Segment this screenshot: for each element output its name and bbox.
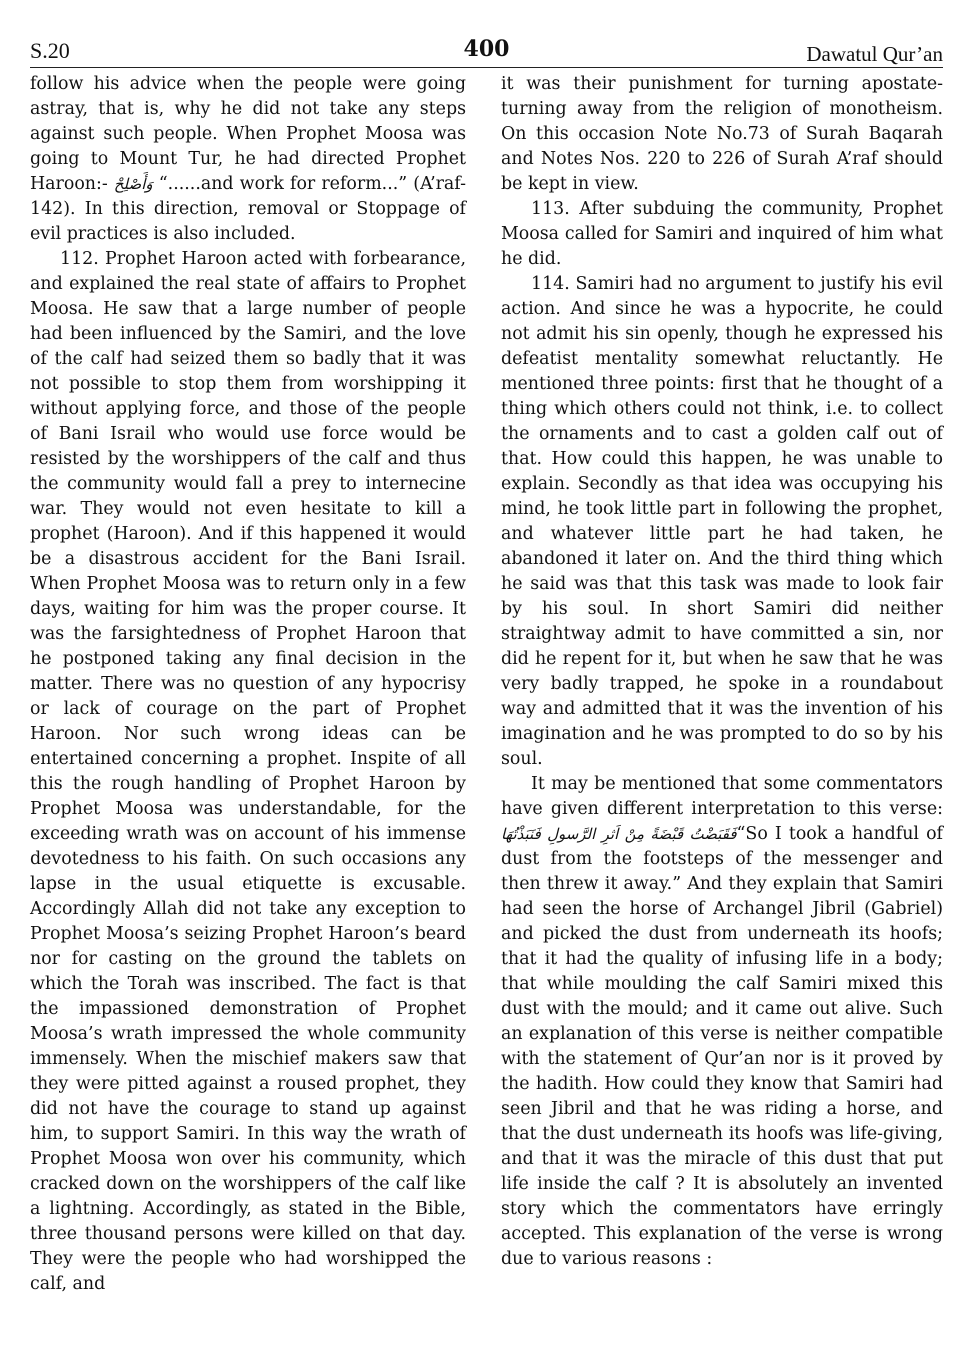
arabic-verse: فَقَبَضْتُ قَبْضَةً مِنْ اَثرِ الرَّسولِ فَنَبَذْتُهَا [501, 825, 737, 843]
note-113: 113. After subduing the community, Prophet Moosa called for Samiri and inquired of him what he did. [501, 199, 943, 269]
note-114: 114. Samiri had no argument to justify his evil action. And since he was a hypocrite, he could not admit his sin openly, though he expressed his defeatist mentality somewhat reluctantly. He mentioned three points: first that he thought of a thing which others could not think, i.e. to collect the ornaments and to cast a golden calf out of that. How could this happen, he was unable to explain. Secondly as that idea was occupying his mind, he took little part in following the prophet, and whatever little part he had taken, he abandoned it later on. And the third thing which he said was that this task was made to look fair by his soul. In short Samiri did neither straightway admit to have committed a sin, nor did he repent for it, but when he saw that he was very badly trapped, he spoke in a roundabout way and admitted that it was the invention of his imagination and he was prompted to do so by his soul. [501, 274, 943, 769]
page-number: 400 [463, 36, 510, 62]
paragraph [30, 72, 466, 247]
surah-label: S.20 [30, 38, 70, 63]
paragraph: it was their punishment for turning apostate-turning away from the religion of monotheism. On this occasion Note No.73 of Surah Baqarah and Notes Nos. 220 to 226 of Surah A’raf should be kept in view. [501, 74, 943, 194]
paragraph-text: follow his advice when the people were going astray, that is, why he did not take any steps against such people. When Prophet Moosa was going to Mount Tur, he had directed Prophet Haroon:- [30, 74, 466, 194]
page-header [30, 38, 943, 68]
note-112: 112. Prophet Haroon acted with forbearance, and explained the real state of affairs to Prophet Moosa. He saw that a large number of people had been influenced by the Samiri, and the love of the calf had seized them so badly that it was not possible to stop them from worshipping it without applying force, and those of the people of Bani Israil who would use force would be resisted by the worshippers of the calf and thus the community would fall a prey to internecine war. They would not even hesitate to kill a prophet (Haroon). And if this happened it would be a disastrous accident for the Bani Israil. When Prophet Moosa was to return only in a few days, waiting for him was the proper course. It was the farsightedness of Prophet Haroon that he postponed taking any final decision in the matter. There was no question of any hypocrisy or lack of courage on the part of Prophet Haroon. Nor such wrong ideas can be entertained concerning a prophet. Inspite of all this the rough handling of Prophet Haroon by Prophet Moosa was understandable, for the exceeding wrath was on account of his immense devotedness to his faith. On such occasions any lapse in the usual etiquette is excusable. Accordingly Allah did not take any exception to Prophet Moosa’s seizing Prophet Haroon’s beard nor for casting on the ground the tablets on which the Torah was inscribed. The fact is that the impassioned demonstration of Prophet Moosa’s wrath impressed the whole community immensely. When the mischief makers saw that they were pitted against a roused prophet, they did not have the courage to stand up against him, to support Samiri. In this way the wrath of Prophet Moosa won over his community, which cracked down on the worshippers of the calf like a lightning. Accordingly, as stated in the Bible, three thousand persons were killed on that day. They were the people who had worshipped the calf, and [30, 249, 466, 1294]
header-divider [30, 67, 943, 68]
right-column [501, 72, 943, 1272]
book-title: Dawatul Qur’an [806, 42, 943, 66]
arabic-verse: وَأَصْلِحْ [113, 175, 153, 193]
paragraph [501, 772, 943, 1272]
paragraph-text: “......and work for reform...” (A’raf- 142). In this direction, removal or Stoppage of evil practices is also included. [30, 174, 466, 244]
paragraph-text: It may be mentioned that some commentators have given different interpretation to this verse: [501, 774, 943, 819]
left-column [30, 72, 466, 1297]
paragraph-text: “So I took a handful of dust from the footsteps of the messenger and then threw it away.” And they explain that Samiri had seen the horse of Archangel Jibril (Gabriel) and picked the dust from underneath its hoofs; that it had the quality of infusing life in a body; that while moulding the calf Samiri mixed this dust with the mould; and it came out alive. Such an explanation of this verse is neither compatible with the statement of Qur’an nor is it proved by the hadith. How could they know that Samiri had seen Jibril and that he was riding a horse, and that the dust underneath its hoofs was life-giving, and that it was the miracle of this dust that put life inside the calf ? It is absolutely an invented story which the commentators have erringly accepted. This explanation of the verse is wrong due to various reasons : [501, 824, 943, 1269]
